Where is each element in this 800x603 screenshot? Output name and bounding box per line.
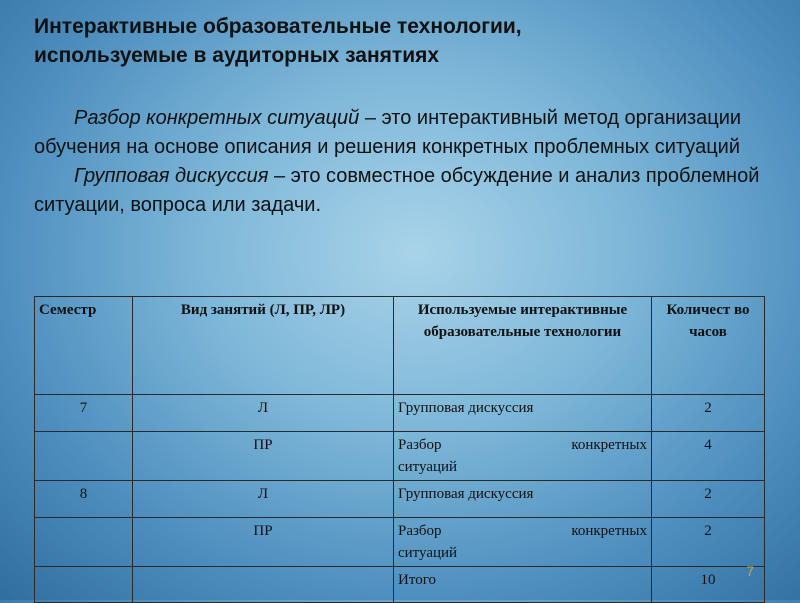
cell-lesson-type	[133, 567, 394, 603]
cell-semester: 7	[35, 395, 133, 432]
header-semester: Семестр	[35, 297, 133, 395]
definition-group-discussion	[34, 162, 794, 220]
cell-technology: Групповая дискуссия	[394, 395, 652, 432]
term-group-discussion: Групповая дискуссия	[74, 165, 269, 187]
cell-total-hours: 10	[652, 567, 765, 603]
table-header-row	[35, 297, 765, 395]
slide-title	[34, 12, 774, 70]
table-row	[35, 432, 765, 481]
definition-group-discussion-text: – это совместное обсуждение и анализ проблемной ситуации, вопроса или задачи.	[34, 165, 760, 216]
table-row	[35, 395, 765, 432]
cell-hours: 2	[652, 481, 765, 518]
definition-case-study-text: – это интерактивный метод организации обучения на основе описания и решения конкретных проблемных ситуаций	[34, 107, 742, 158]
cell-hours: 2	[652, 518, 765, 567]
header-technology: Используемые интерактивные образовательные технологии	[394, 297, 652, 395]
cell-semester	[35, 518, 133, 567]
cell-semester: 8	[35, 481, 133, 518]
cell-technology-line-1: Разбор конкретных	[398, 523, 647, 539]
page-number: 7	[746, 563, 754, 579]
technologies-table	[34, 296, 765, 603]
cell-lesson-type: ПР	[133, 432, 394, 481]
definition-case-study	[34, 104, 794, 162]
cell-technology	[394, 518, 652, 567]
table-row	[35, 518, 765, 567]
header-lesson-type: Вид занятий (Л, ПР, ЛР)	[133, 297, 394, 395]
cell-semester	[35, 432, 133, 481]
slide-title-line-2: используемые в аудиторных занятиях	[34, 44, 440, 67]
cell-total-label: Итого	[394, 567, 652, 603]
cell-hours: 4	[652, 432, 765, 481]
cell-technology-line-2: ситуаций	[398, 545, 458, 561]
table-row-total	[35, 567, 765, 603]
term-case-study: Разбор конкретных ситуаций	[74, 107, 365, 129]
cell-lesson-type: ПР	[133, 518, 394, 567]
definitions-text	[34, 104, 794, 220]
cell-semester	[35, 567, 133, 603]
cell-technology-line-2: ситуаций	[398, 459, 458, 475]
cell-technology-line-1: Разбор конкретных	[398, 437, 647, 453]
slide-title-line-1: Интерактивные образовательные технологии,	[34, 15, 522, 38]
cell-technology	[394, 432, 652, 481]
cell-lesson-type: Л	[133, 395, 394, 432]
header-hours: Количест во часов	[652, 297, 765, 395]
cell-hours: 2	[652, 395, 765, 432]
table-row	[35, 481, 765, 518]
cell-lesson-type: Л	[133, 481, 394, 518]
cell-technology: Групповая дискуссия	[394, 481, 652, 518]
